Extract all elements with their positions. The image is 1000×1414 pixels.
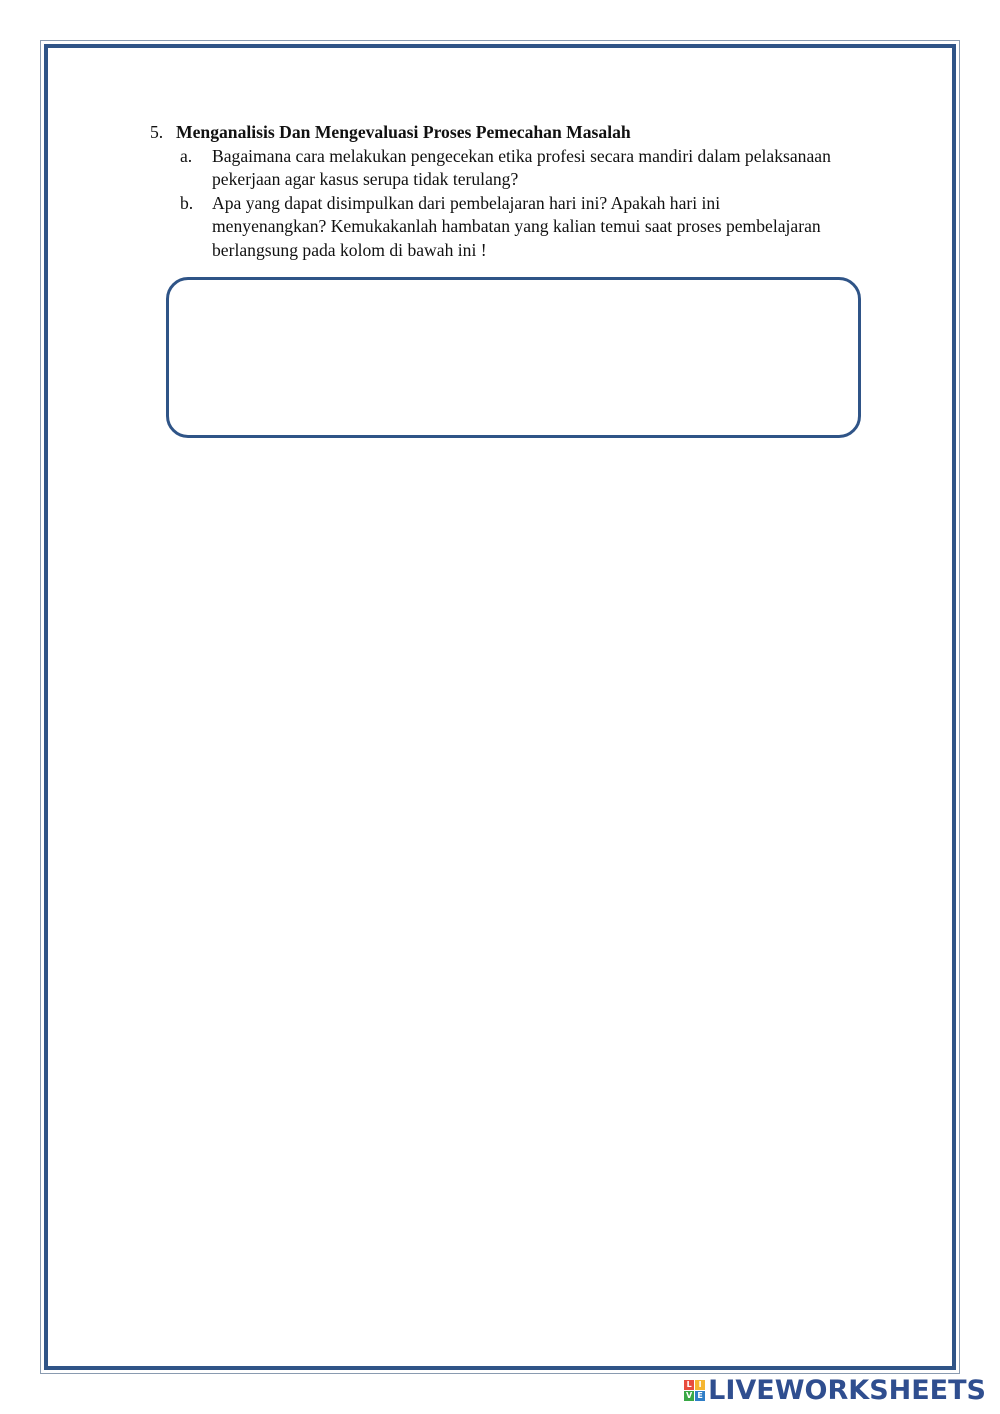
worksheet-content: [150, 121, 870, 262]
question-a-marker: a.: [180, 145, 193, 166]
liveworksheets-logo-icon: [684, 1380, 705, 1401]
logo-letter-i: I: [695, 1380, 705, 1390]
question-b-marker: b.: [180, 192, 194, 213]
logo-letter-v: V: [686, 1390, 693, 1400]
section-heading: [150, 121, 870, 145]
brand-name: LIVEWORKSHEETS: [708, 1374, 986, 1406]
question-b-text: Apa yang dapat disimpulkan dari pembelajaran hari ini? Apakah hari ini menyenangkan? Kemukakanlah hambatan yang kalian temui saat proses pembelajaran berlangsung pada kolom di bawah ini !: [212, 192, 821, 260]
question-a-text: Bagaimana cara melakukan pengecekan etika profesi secara mandiri dalam pelaksanaan pekerjaan agar kasus serupa tidak terulang?: [212, 145, 831, 189]
section-number: 5.: [150, 122, 164, 142]
logo-letter-l: L: [684, 1380, 694, 1390]
question-b: [180, 192, 870, 263]
logo-letter-e: E: [695, 1391, 705, 1401]
answer-text-box[interactable]: [166, 277, 861, 438]
question-a: [180, 145, 870, 192]
liveworksheets-brand: [684, 1375, 986, 1405]
section-title: Menganalisis Dan Mengevaluasi Proses Pemecahan Masalah: [176, 122, 631, 142]
